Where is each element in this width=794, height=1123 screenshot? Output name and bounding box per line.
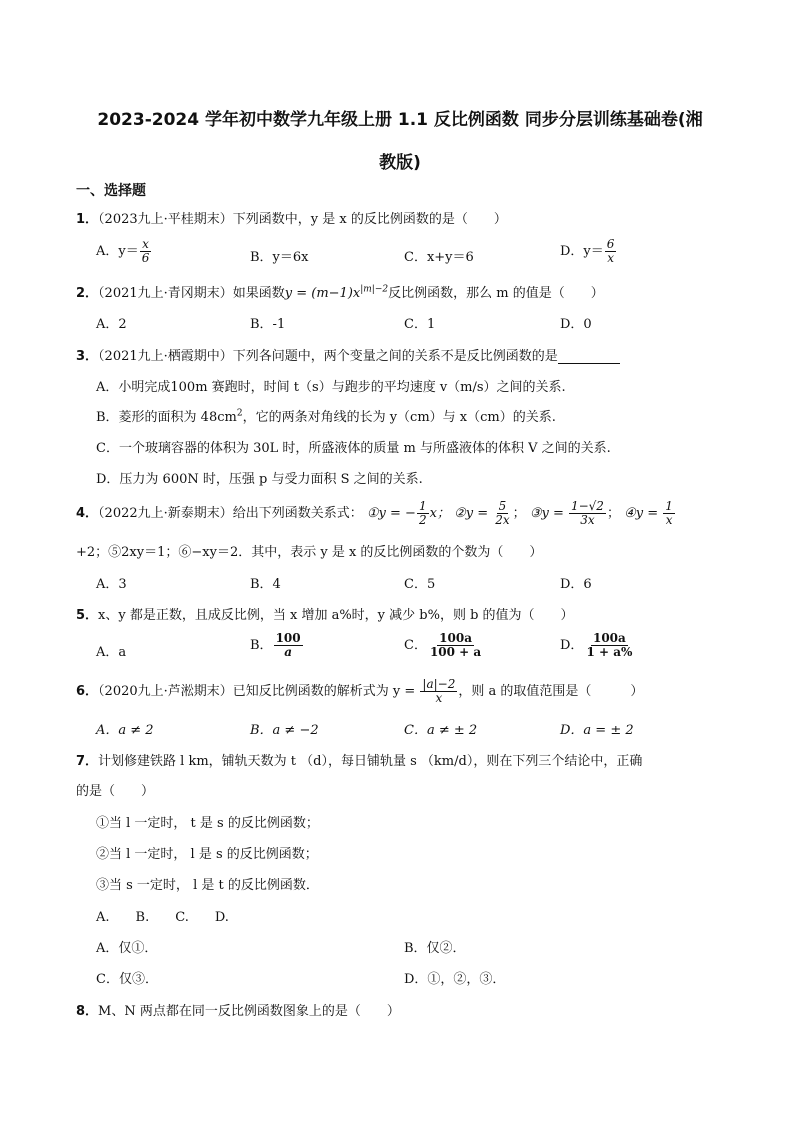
q7-statement-3: ③当 s 一定时， l 是 t 的反比例函数． <box>96 878 319 893</box>
question-7-line2: 的是（ ） <box>76 784 155 799</box>
q3-option-b: B．菱形的面积为 $48cm^2$，它的两条对角线的长为 y（cm）与 x（cm）的关系. <box>96 408 556 425</box>
q7-statement-1: ①当 l 一定时， t 是 s 的反比例函数； <box>96 816 319 831</box>
question-8: 8．M、N 两点都在同一反比例函数图象上的是（ ） <box>76 1004 400 1019</box>
q2-option-c: C．1 <box>404 317 436 332</box>
question-4: 4．（2022九上·新泰期末）给出下列函数关系式： ①y = − $\frac{1}{2}$ x； ②y = $\frac{5}{2x}$ ； ③y = $\frac{1-√2}{3x}$ ； ④y = $\frac{1}{x}$ <box>76 499 673 527</box>
q1-option-c: C．x+y＝6 <box>404 250 474 265</box>
q5-option-b: B． $\frac{100}{a}$ <box>250 631 301 659</box>
q1-option-b: B．y＝6x <box>250 250 309 265</box>
q4-option-b: B．4 <box>250 577 281 592</box>
question-6: 6．（2020九上·芦淞期末）已知反比例函数的解析式为 y = $\frac{|a|-2}{x}$ ，则 a 的取值范围是（ ） <box>76 677 644 705</box>
q2-option-b: B．-1 <box>250 317 286 332</box>
q7-option-c: C．仅③． <box>96 972 158 987</box>
q2-option-d: D．0 <box>560 317 592 332</box>
q3-option-c: C．一个玻璃容器的体积为 30L 时，所盛液体的质量 m 与所盛液体的体积 V 之间的关系. <box>96 441 611 456</box>
question-4-line2: +2；⑤2xy＝1；⑥−xy＝2．其中，表示 y 是 x 的反比例函数的个数为（ ） <box>76 545 543 560</box>
q4-option-c: C．5 <box>404 577 436 592</box>
q7-option-a: A．仅①． <box>96 941 158 956</box>
q5-option-a: A．a <box>96 645 127 660</box>
q7-option-d: D．①，②，③． <box>404 972 506 987</box>
page-title-continued: 教版) <box>379 153 421 173</box>
q5-option-c: C． $\frac{100a}{100 + a}$ <box>404 631 482 659</box>
q4-option-d: D．6 <box>560 577 592 592</box>
q5-option-d: D． $\frac{100a}{1 + a\%}$ <box>560 631 633 659</box>
question-5: 5．x、y 都是正数，且成反比例，当 x 增加 a%时，y 减少 b%，则 b 的值为（ ） <box>76 608 574 623</box>
q3-option-d: D．压力为 600N 时，压强 p 与受力面积 S 之间的关系. <box>96 472 423 487</box>
q4-option-a: A．3 <box>96 577 127 592</box>
question-1: 1．（2023九上·平桂期末）下列函数中，y 是 x 的反比例函数的是（ ） <box>76 212 507 227</box>
q6-option-b: B．a ≠ −2 <box>250 723 319 738</box>
question-7: 7．计划修建铁路 l km，铺轨天数为 t （d），每日铺轨量 s （km/d），则在下列三个结论中，正确 <box>76 754 643 769</box>
q1-option-d: D．y＝ $\frac{6}{x}$ <box>560 237 615 265</box>
q2-option-a: A．2 <box>96 317 127 332</box>
q1-option-a: A．y＝ $\frac{x}{6}$ <box>96 237 150 265</box>
q6-option-a: A．a ≠ 2 <box>96 723 154 738</box>
question-2: 2．（2021九上·青冈期末）如果函数$y = (m-1)x^{|m|-2}$反比例函数，那么 m 的值是（ ） <box>76 284 604 301</box>
q6-option-d: D．a = ± 2 <box>560 723 634 738</box>
answer-blank <box>558 351 620 364</box>
q3-option-a: A．小明完成100m 赛跑时，时间 t（s）与跑步的平均速度 v（m/s）之间的关系. <box>96 380 566 395</box>
q7-option-b: B．仅②． <box>404 941 466 956</box>
q6-option-c: C．a ≠ ± 2 <box>404 723 478 738</box>
q7-option-labels: A. B. C. D. <box>96 910 229 925</box>
q7-statement-2: ②当 l 一定时， l 是 s 的反比例函数； <box>96 847 318 862</box>
section-heading: 一、选择题 <box>76 183 146 199</box>
page-title: 2023-2024 学年初中数学九年级上册 1.1 反比例函数 同步分层训练基础卷(湘 <box>97 110 703 130</box>
question-3: 3．（2021九上·栖霞期中）下列各问题中，两个变量之间的关系不是反比例函数的是 <box>76 345 620 364</box>
